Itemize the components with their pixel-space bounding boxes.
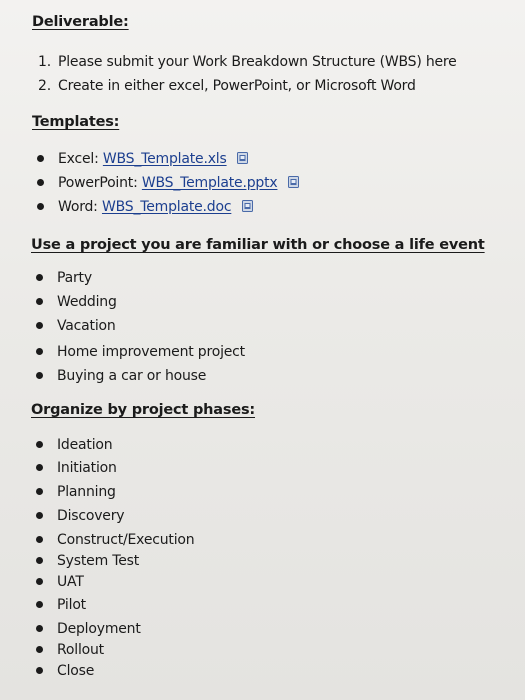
list-item-text: UAT (57, 574, 84, 590)
deliverable-item-2 (38, 78, 416, 94)
list-item-text: Deployment (57, 621, 141, 637)
list-number: 1. (38, 54, 51, 70)
file-attachment-icon[interactable] (242, 200, 253, 212)
bullet-icon (36, 646, 43, 653)
list-item (36, 508, 124, 524)
list-item (36, 574, 84, 590)
template-label: PowerPoint: (58, 175, 138, 191)
list-item-text: Pilot (57, 597, 86, 613)
list-item-text: Discovery (57, 508, 125, 524)
bullet-icon (36, 667, 43, 674)
bullet-icon (36, 557, 43, 564)
template-item-powerpoint (37, 175, 299, 191)
bullet-icon (36, 441, 43, 448)
template-item-excel (37, 151, 248, 167)
list-item (36, 318, 116, 334)
file-attachment-icon[interactable] (288, 176, 299, 188)
bullet-icon (36, 601, 43, 608)
list-item (36, 344, 245, 360)
list-item-text: Ideation (57, 437, 113, 453)
list-item (36, 597, 86, 613)
bullet-icon (36, 348, 43, 355)
word-template-link[interactable]: WBS_Template.doc (101, 199, 232, 215)
template-label: Excel: (58, 151, 99, 167)
list-item (36, 460, 117, 476)
bullet-icon (37, 179, 44, 186)
list-item-text: Rollout (57, 642, 104, 658)
list-item-text: Buying a car or house (57, 368, 207, 384)
list-item (36, 484, 116, 500)
excel-template-link[interactable]: WBS_Template.xls (102, 151, 227, 167)
list-number: 2. (38, 78, 51, 94)
file-attachment-icon[interactable] (237, 152, 248, 164)
deliverable-heading: Deliverable: (32, 14, 129, 30)
list-item (36, 663, 94, 679)
list-item-text: Wedding (57, 294, 117, 310)
bullet-icon (36, 488, 43, 495)
list-item (36, 642, 104, 658)
list-item-text: Vacation (57, 318, 116, 334)
powerpoint-template-link[interactable]: WBS_Template.pptx (141, 175, 278, 191)
bullet-icon (36, 372, 43, 379)
bullet-icon (37, 203, 44, 210)
template-label: Word: (58, 199, 98, 215)
bullet-icon (36, 625, 43, 632)
list-item-text: Construct/Execution (57, 532, 195, 548)
template-item-word (37, 199, 253, 215)
life-event-heading: Use a project you are familiar with or choose a life event (31, 237, 485, 253)
list-item (36, 621, 141, 637)
templates-heading: Templates: (32, 114, 120, 130)
bullet-icon (36, 322, 43, 329)
bullet-icon (37, 155, 44, 162)
list-item-text: Initiation (57, 460, 117, 476)
bullet-icon (36, 512, 43, 519)
bullet-icon (36, 298, 43, 305)
bullet-icon (36, 578, 43, 585)
list-item-text: Home improvement project (57, 344, 245, 360)
deliverable-item-text: Please submit your Work Breakdown Structure (WBS) here (58, 54, 457, 70)
list-item-text: Party (57, 270, 92, 286)
deliverable-item-text: Create in either excel, PowerPoint, or Microsoft Word (58, 78, 416, 94)
list-item-text: Close (57, 663, 95, 679)
bullet-icon (36, 274, 43, 281)
phases-heading: Organize by project phases: (31, 402, 255, 418)
list-item-text: Planning (57, 484, 116, 500)
list-item (36, 437, 112, 453)
bullet-icon (36, 464, 43, 471)
list-item (36, 294, 117, 310)
list-item (36, 368, 206, 384)
bullet-icon (36, 536, 43, 543)
list-item (36, 532, 194, 548)
deliverable-item-1 (38, 54, 457, 70)
list-item-text: System Test (57, 553, 140, 569)
list-item (36, 270, 92, 286)
list-item (36, 553, 139, 569)
